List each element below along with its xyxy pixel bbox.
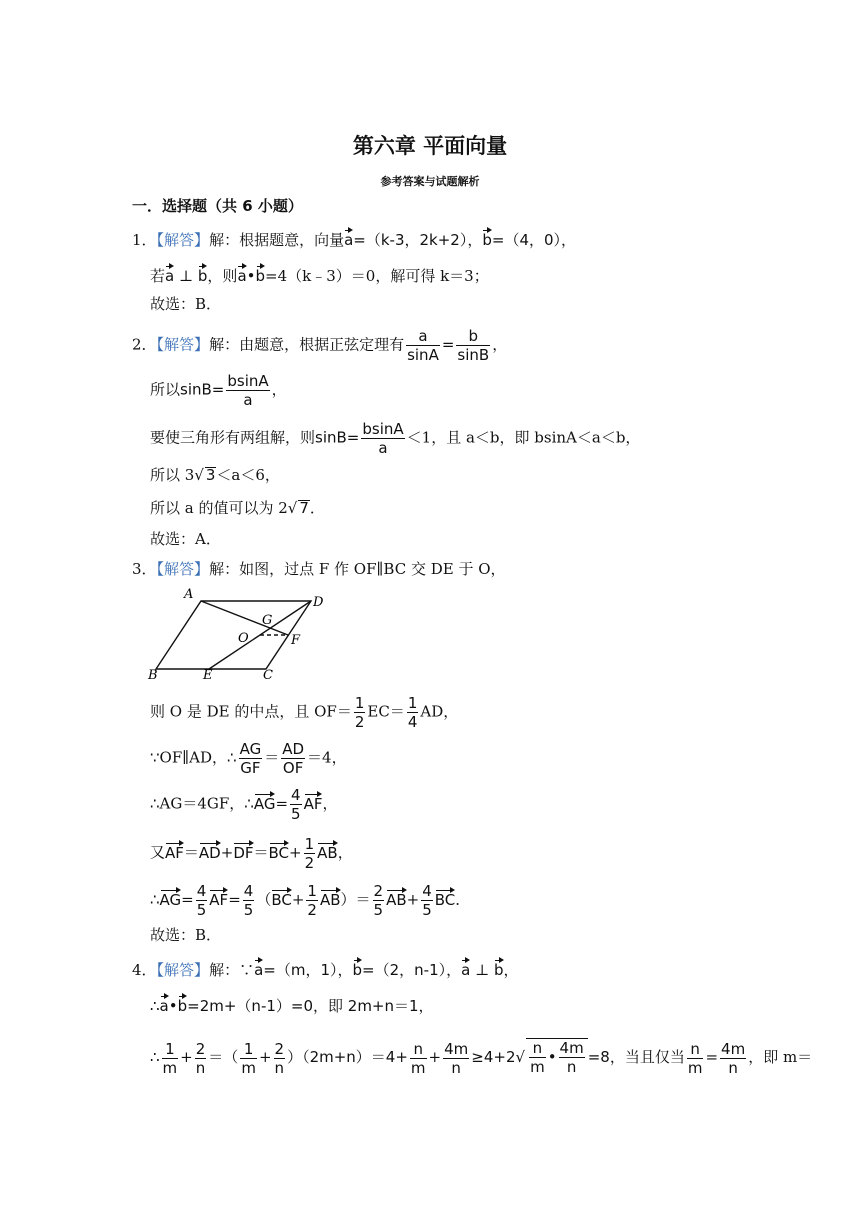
label-o: O (238, 631, 249, 646)
answer-tag: 【解答】 (156, 335, 210, 354)
q4-line1: 4．【解答】解：∵a=（m，1），b=（2，n-1），a ⊥ b， (132, 961, 519, 979)
q3-line1: 3．【解答】解：如图，过点 F 作 OF∥BC 交 DE 于 O， (132, 560, 506, 578)
vector-a: a (344, 231, 354, 249)
label-b: B (148, 668, 158, 681)
q3-line7: 故选：B． (150, 926, 222, 944)
q2-line6: 故选：A． (150, 530, 221, 548)
radicand: $\frac{n}{m}$ • $\frac{4m}{n}$ (526, 1038, 588, 1076)
label-e: E (203, 668, 213, 681)
q3-line6: ∴AG= $\frac{4}{5}$ AF= $\frac{4}{5}$ （BC+ $\frac{1}{2}$ AB）＝ $\frac{2}{5}$ AB+ $\frac{4}{5}$ BC． (150, 882, 471, 919)
q2-line1: 2．【解答】解：由题意，根据正弦定理有 $\frac{a}{\sin A}$ = $\frac{b}{\sin B}$ ， (132, 327, 508, 364)
parallelogram-figure (146, 586, 336, 681)
page-title: 第六章 平面向量 (352, 134, 508, 158)
fraction: $\frac{b}{\sin B}$ (457, 327, 490, 364)
q2-line2: 所以sinB= $\frac{bsinA}{a}$ ， (150, 372, 287, 409)
fraction: $\frac{bsinA}{a}$ (362, 420, 404, 457)
answer-tag: 【解答】 (156, 231, 210, 249)
label-g: G (262, 613, 273, 628)
q3-line5: 又AF＝AD+DF＝BC+ $\frac{1}{2}$ AB， (150, 835, 353, 872)
vector-b: b (482, 231, 492, 249)
q3-line3: ∵OF∥AD，∴ $\frac{AG}{GF}$ ＝ $\frac{AD}{OF}$ ＝4， (150, 740, 347, 777)
radical-sign: √ (287, 499, 298, 517)
segment-af (201, 601, 288, 635)
page-subtitle: 参考答案与试题解析 (380, 175, 480, 188)
fraction: $\frac{a}{\sin A}$ (407, 327, 439, 364)
q1-line2: 若a ⊥ b，则a•b=4（k﹣3）＝0，解可得 k＝3； (150, 267, 489, 285)
fraction: $\frac{bsinA}{a}$ (227, 372, 269, 409)
q1-line3: 故选：B． (150, 295, 222, 313)
q3-line4: ∴AG＝4GF，∴AG= $\frac{4}{5}$ AF， (150, 786, 338, 823)
answer-tag: 【解答】 (156, 961, 210, 979)
radical-sign: √ (515, 1048, 526, 1066)
q2-line4: 所以 3√ 3＜a＜6， (150, 466, 280, 484)
q4-line2: ∴a•b=2m+（n-1）=0，即 2m+n＝1， (150, 997, 434, 1015)
q2-line5: 所以 a 的值可以为 2√ 7． (150, 499, 325, 517)
radical-sign: √ (194, 466, 204, 484)
q3-line2: 则 O 是 DE 的中点，且 OF＝ $\frac{1}{2}$ EC＝ $\frac{1}{4}$ AD， (150, 694, 459, 731)
q2-line3: 要使三角形有两组解，则sinB= $\frac{bsinA}{a}$ ＜1，且 a＜b，即 bsinA＜a＜b， (150, 420, 641, 457)
q1-line1: 1．【解答】解：根据题意，向量a=（k-3，2k+2），b=（4，0）， (132, 231, 577, 249)
label-d: D (313, 595, 324, 610)
label-a: A (184, 587, 194, 602)
label-c: C (263, 668, 273, 681)
answer-tag: 【解答】 (156, 560, 210, 578)
label-f: F (291, 633, 301, 648)
q4-line3: ∴ $\frac{1}{m}$ + $\frac{2}{n}$ ＝（ $\frac{1}{m}$ + $\frac{2}{n}$ ）（2m+n）＝4+ $\frac{n}{m}$ + $\frac{4m}{n}$ ≥4+2√ $\frac{n}{m}$ • $\frac{4m}{n}$ =8，当且仅当 $\frac{n}{m}$ = $\frac{4m}{n}$ ，即 m＝ (150, 1039, 813, 1077)
section-heading: 一．选择题（共 6 小题） (132, 197, 303, 215)
